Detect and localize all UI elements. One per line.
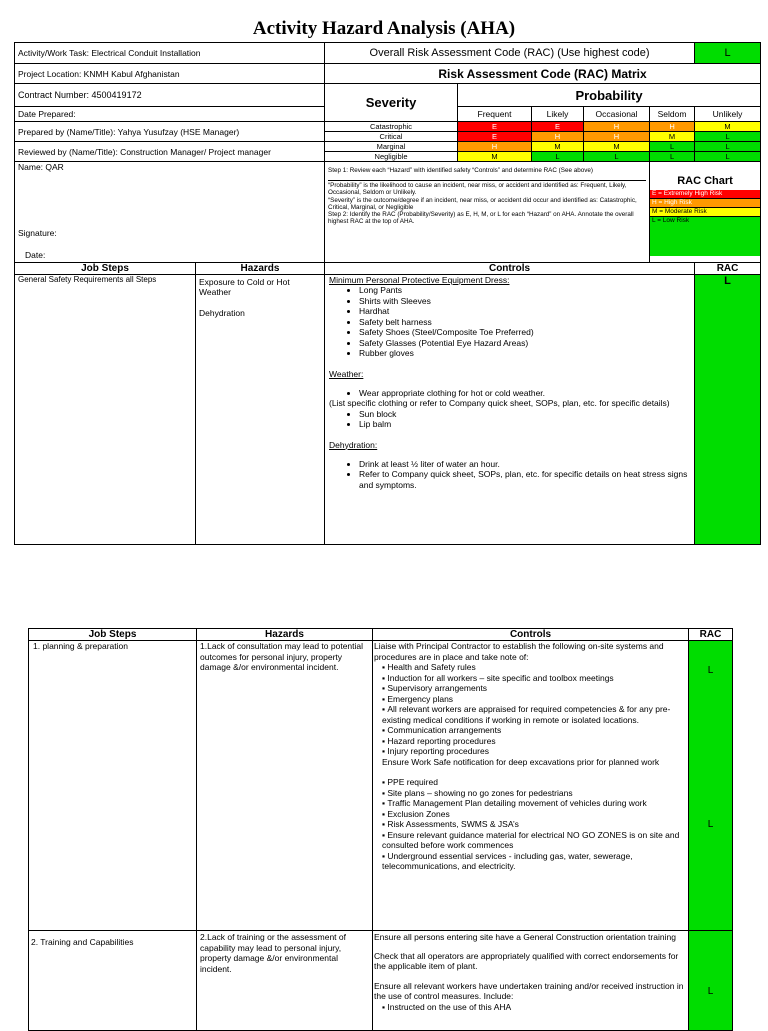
planning-item: ▪ PPE required: [382, 777, 685, 788]
general-step: General Safety Requirements all Steps: [15, 275, 196, 545]
planning-item: ▪ Traffic Management Plan detailing movement of vehicles during work: [382, 798, 685, 809]
location-field: Project Location: KNMH Kabul Afghanistan: [15, 64, 325, 84]
prepared-by-field: Prepared by (Name/Title): Yahya Yusufzay (HSE Manager): [15, 122, 325, 142]
rac-cell: M: [650, 132, 695, 142]
rac-cell: L: [695, 142, 761, 152]
rac-cell: M: [584, 142, 650, 152]
training-rac: L: [707, 986, 714, 997]
probability-definition: “Probability” is the likelihood to cause an incident, near miss, or accident and identified as: Frequent, Likely, Occasional, Seldom or Unlikely.: [328, 180, 646, 196]
rac-cell: L: [650, 142, 695, 152]
weather-note: (List specific clothing or refer to Company quick sheet, SOPs, plan, etc. for specific details): [329, 398, 670, 408]
planning-item: ▪ Supervisory arrangements: [382, 683, 685, 694]
legend-extreme: E = Extremely High Risk: [650, 190, 760, 199]
planning-item: ▪ Health and Safety rules: [382, 662, 685, 673]
planning-item: ▪ Induction for all workers – site specific and toolbox meetings: [382, 673, 685, 684]
date-field: Date:: [25, 250, 46, 260]
ppe-item: • Rubber gloves: [359, 348, 691, 359]
activity-field: Activity/Work Task: Electrical Conduit Installation: [15, 43, 325, 64]
step-planning: 1. planning & preparation: [29, 641, 197, 931]
contract-field: Contract Number: 4500419172: [15, 84, 325, 107]
ppe-item: • Hardhat: [359, 306, 691, 317]
rac-cell: H: [650, 122, 695, 132]
legend-moderate: M = Moderate Risk: [650, 208, 760, 217]
planning-item: ▪ Emergency plans: [382, 694, 685, 705]
training-control-c: Ensure all relevant workers have undertaken training and/or received instruction in the use of control measures. Include:: [374, 980, 684, 1001]
ppe-item: • Safety Glasses (Potential Eye Hazard Areas): [359, 338, 691, 349]
severity-negligible: Negligible: [325, 152, 458, 162]
col-header-controls-2: Controls: [373, 629, 689, 641]
weather-extra-item: • Lip balm: [359, 419, 691, 430]
col-header-hazards-2: Hazards: [197, 629, 373, 641]
planning-rac-1: L: [707, 665, 714, 676]
document-title: Activity Hazard Analysis (AHA): [252, 18, 516, 39]
planning-item: ▪ Site plans – showing no go zones for pedestrians: [382, 788, 685, 799]
rac-cell: L: [584, 152, 650, 162]
planning-item: ▪ Risk Assessments, SWMS & JSA’s: [382, 819, 685, 830]
rac-cell: E: [532, 122, 584, 132]
col-occasional: Occasional: [584, 107, 650, 122]
legend-high: H = High Risk: [650, 199, 760, 208]
planning-item: ▪ Injury reporting procedures: [382, 746, 685, 757]
planning-item: ▪ Communication arrangements: [382, 725, 685, 736]
rac-cell: E: [458, 122, 532, 132]
aha-steps-table: [28, 628, 733, 1031]
training-controls: [373, 931, 689, 1031]
ppe-heading: Minimum Personal Protective Equipment Dress:: [329, 275, 510, 285]
instructions-block: [325, 162, 650, 263]
general-rac: L: [695, 275, 761, 545]
col-header-steps: Job Steps: [15, 263, 196, 275]
col-header-hazards: Hazards: [196, 263, 325, 275]
col-header-controls: Controls: [325, 263, 695, 275]
rac-cell: L: [650, 152, 695, 162]
overall-rac-value: L: [695, 43, 761, 64]
col-likely: Likely: [532, 107, 584, 122]
rac-cell: H: [584, 122, 650, 132]
training-list: [374, 1002, 685, 1013]
hazard-consultation: 1.Lack of consultation may lead to potential outcomes for personal injury, property damage &/or environmental incident.: [197, 641, 373, 931]
planning-list-2: [374, 777, 685, 872]
aha-header-table: [14, 42, 761, 545]
weather-list: [329, 388, 691, 399]
dehydration-item: • Drink at least ½ liter of water an hour.: [359, 459, 691, 470]
rac-cell: M: [532, 142, 584, 152]
ppe-item: • Long Pants: [359, 285, 691, 296]
hazard-training: 2.Lack of training or the assessment of capability may lead to personal injury, property damage &/or environmental incident.: [197, 931, 373, 1031]
planning-item: ▪ Ensure relevant guidance material for electrical NO GO ZONES is on site and consulted before work commences: [382, 830, 685, 851]
signature-field: Signature:: [18, 228, 57, 238]
planning-item: ▪ All relevant workers are appraised for required competencies & for any pre-existing medical conditions if working in remote or isolated locations.: [382, 704, 685, 725]
ppe-item: • Safety belt harness: [359, 317, 691, 328]
overall-rac-label: Overall Risk Assessment Code (RAC) (Use highest code): [325, 43, 695, 64]
training-item: ▪ Instructed on the use of this AHA: [382, 1002, 685, 1013]
general-hazards: [196, 275, 325, 545]
rac-cell: H: [584, 132, 650, 142]
rac-cell: M: [695, 122, 761, 132]
planning-item: ▪ Underground essential services - including gas, water, sewerage, telecommunications, and electricity.: [382, 851, 685, 872]
step-training: 2. Training and Capabilities: [29, 931, 197, 1031]
weather-extra-item: • Sun block: [359, 409, 691, 420]
rac-cell: H: [458, 142, 532, 152]
col-unlikely: Unlikely: [695, 107, 761, 122]
rac-chart-title: RAC Chart: [677, 175, 733, 187]
severity-definition: “Severity” is the outcome/degree if an incident, near miss, or accident did occur and identified as: Catastrophic, Critical, Marginal, or Negligible: [328, 196, 637, 211]
probability-header: Probability: [458, 84, 761, 107]
hazard-dehydration: Dehydration: [199, 308, 245, 318]
col-header-steps-2: Job Steps: [29, 629, 197, 641]
matrix-title: Risk Assessment Code (RAC) Matrix: [325, 64, 761, 84]
rac-cell: M: [458, 152, 532, 162]
rac-cell: L: [695, 152, 761, 162]
severity-header: Severity: [325, 84, 458, 122]
rac-chart: [650, 162, 761, 263]
planning-note: Ensure Work Safe notification for deep excavations prior for planned work: [382, 756, 660, 767]
signoff-block: [15, 162, 325, 263]
hazard-weather: Exposure to Cold or Hot Weather: [199, 277, 290, 297]
step2-text: Step 2: Identify the RAC (Probability/Severity) as E, H, M, or L for each “Hazard” on AHA. Annotate the overall highest RAC at the top of AHA.: [328, 211, 634, 226]
severity-catastrophic: Catastrophic: [325, 122, 458, 132]
col-seldom: Seldom: [650, 107, 695, 122]
reviewed-by-field: Reviewed by (Name/Title): Construction Manager/ Project manager: [15, 142, 325, 162]
training-control-a: Ensure all persons entering site have a General Construction orientation training: [374, 932, 676, 942]
rac-cell: H: [532, 132, 584, 142]
date-prepared-field: Date Prepared:: [15, 107, 325, 122]
weather-item: • Wear appropriate clothing for hot or cold weather.: [359, 388, 691, 399]
rac-cell: E: [458, 132, 532, 142]
planning-rac-cell: [689, 641, 733, 931]
severity-critical: Critical: [325, 132, 458, 142]
weather-heading: Weather:: [329, 368, 364, 379]
planning-list-1: [374, 662, 685, 757]
ppe-list: [329, 285, 691, 359]
col-header-rac-2: RAC: [689, 629, 733, 641]
planning-rac-2: L: [707, 819, 714, 830]
planning-intro: Liaise with Principal Contractor to establish the following on-site systems and procedures are in place and take note of:: [374, 641, 664, 662]
rac-cell: L: [532, 152, 584, 162]
name-field: Name: QAR: [18, 162, 64, 172]
weather-extras: [329, 409, 691, 430]
general-controls: [325, 275, 695, 545]
col-header-rac: RAC: [695, 263, 761, 275]
col-frequent: Frequent: [458, 107, 532, 122]
training-control-b: Check that all operators are appropriately qualified with correct endorsements for the applicable item of plant.: [374, 950, 679, 971]
legend-low: L = Low Risk: [650, 217, 760, 256]
ppe-item: • Safety Shoes (Steel/Composite Toe Preferred): [359, 327, 691, 338]
planning-item: ▪ Hazard reporting procedures: [382, 736, 685, 747]
training-rac-cell: [689, 931, 733, 1031]
rac-cell: L: [695, 132, 761, 142]
ppe-item: • Shirts with Sleeves: [359, 296, 691, 307]
step1-text: Step 1: Review each “Hazard” with identified safety “Controls” and determine RAC (See above): [328, 167, 593, 174]
severity-marginal: Marginal: [325, 142, 458, 152]
dehydration-list: [329, 459, 691, 491]
planning-item: ▪ Exclusion Zones: [382, 809, 685, 820]
dehydration-heading: Dehydration:: [329, 439, 378, 450]
dehydration-item: • Refer to Company quick sheet, SOPs, plan, etc. for specific details on heat stress signs and symptoms.: [359, 469, 691, 490]
planning-controls: [373, 641, 689, 931]
